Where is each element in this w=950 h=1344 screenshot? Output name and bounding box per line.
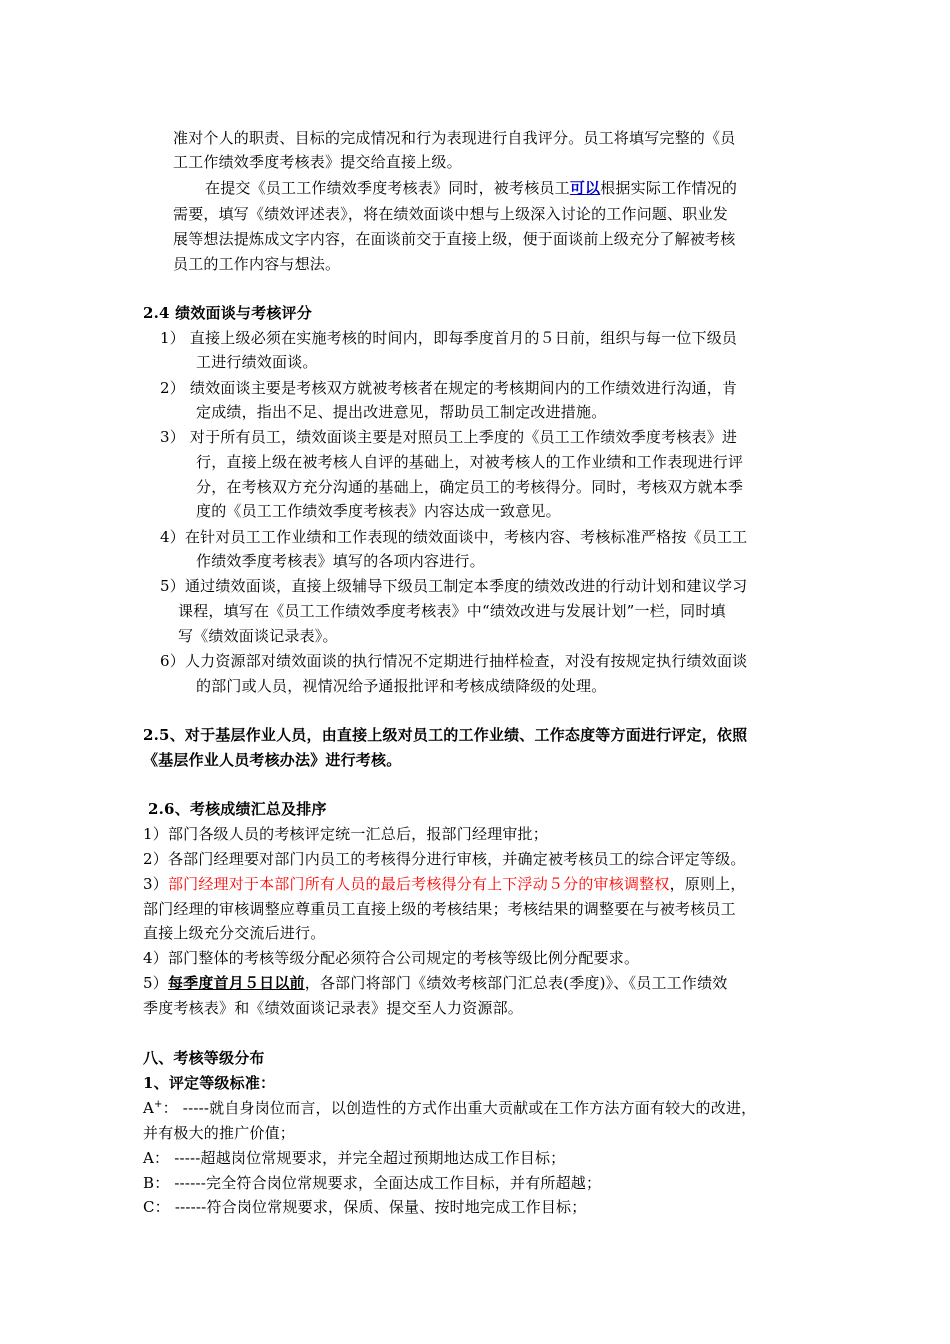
list-item-line: 写《绩效面谈记录表》。 bbox=[178, 627, 338, 645]
grade-line-cont: 并有极大的推广价值； bbox=[143, 1124, 296, 1142]
list-item-line: 直接上级充分交流后进行。 bbox=[143, 924, 326, 942]
grade-line-b: B： ------完全符合岗位常规要求，全面达成工作目标，并有所超越； bbox=[143, 1174, 602, 1192]
grade-text: ： -----就自身岗位而言，以创造性的方式作出重大贡献或在工作方法方面有较大的改进， bbox=[162, 1099, 757, 1117]
para-text: 在提交《员工工作绩效季度考核表》同时，被考核员工 bbox=[205, 179, 570, 197]
list-item-line: 6）人力资源部对绩效面谈的执行情况不定期进行抽样检查，对没有按规定执行绩效面谈 bbox=[160, 652, 748, 670]
list-item-line: 季度考核表》和《绩效面谈记录表》提交至人力资源部。 bbox=[143, 999, 524, 1017]
section-heading-2-5: 2.5、对于基层作业人员，由直接上级对员工的工作业绩、工作态度等方面进行评定，依照 bbox=[143, 726, 748, 744]
section-heading-2-4: 2.4 绩效面谈与考核评分 bbox=[143, 304, 312, 322]
grade-superscript: + bbox=[154, 1099, 163, 1110]
para-line: 工工作绩效季度考核表》提交给直接上级。 bbox=[173, 153, 462, 171]
grade-line-a: A： -----超越岗位常规要求，并完全超过预期地达成工作目标； bbox=[143, 1149, 566, 1167]
para-line: 员工的工作内容与想法。 bbox=[173, 255, 341, 273]
section-heading-8: 八、考核等级分布 bbox=[143, 1049, 265, 1067]
list-item-line: 作绩效季度考核表》填写的各项内容进行。 bbox=[196, 552, 485, 570]
list-text: ，原则上， bbox=[669, 875, 746, 893]
list-item-line: 的部门或人员，视情况给予通报批评和考核成绩降级的处理。 bbox=[196, 677, 607, 695]
list-item-line: 3） 对于所有员工，绩效面谈主要是对照员工上季度的《员工工作绩效季度考核表》进 bbox=[160, 428, 738, 446]
list-item-line: 4）在针对员工工作业绩和工作表现的绩效面谈中，考核内容、考核标准严格按《员工工 bbox=[160, 528, 748, 546]
list-item-line: 1）部门各级人员的考核评定统一汇总后，报部门经理审批； bbox=[143, 825, 548, 843]
para-line: 准对个人的职责、目标的完成情况和行为表现进行自我评分。员工将填写完整的《员 bbox=[173, 129, 736, 147]
list-item-line: 4）部门整体的考核等级分配必须符合公司规定的考核等级比例分配要求。 bbox=[143, 949, 640, 967]
section-heading-2-6: 2.6、考核成绩汇总及排序 bbox=[148, 800, 327, 818]
list-item-line: 5）通过绩效面谈，直接上级辅导下级员工制定本季度的绩效改进的行动计划和建议学习 bbox=[160, 577, 748, 595]
para-line: 展等想法提炼成文字内容，在面谈前交于直接上级，便于面谈前上级充分了解被考核 bbox=[173, 230, 736, 248]
section-heading-2-5-cont: 《基层作业人员考核办法》进行考核。 bbox=[143, 751, 402, 769]
list-item-line bbox=[143, 971, 727, 995]
list-item-line: 分，在考核双方充分沟通的基础上，确定员工的考核得分。同时，考核双方就本季 bbox=[196, 478, 744, 496]
list-text: ，各部门将部门《绩效考核部门汇总表(季度)》、《员工工作绩效 bbox=[304, 974, 728, 992]
para-text: 根据实际工作情况的 bbox=[600, 179, 738, 197]
grade-line-aplus bbox=[143, 1096, 756, 1120]
highlighted-text-red: 部门经理对于本部门所有人员的最后考核得分有上下浮动５分的审核调整权 bbox=[167, 875, 670, 893]
list-item-line: 工进行绩效面谈。 bbox=[196, 353, 318, 371]
list-item-line: 课程，填写在《员工工作绩效季度考核表》中“绩效改进与发展计划”一栏，同时填 bbox=[178, 602, 726, 620]
list-item-line: 1） 直接上级必须在实施考核的时间内，即每季度首月的５日前，组织与每一位下级员 bbox=[160, 329, 738, 347]
list-number: 5） bbox=[143, 974, 168, 992]
list-item-line: 定成绩，指出不足、提出改进意见，帮助员工制定改进措施。 bbox=[196, 403, 607, 421]
list-item-line: 行，直接上级在被考核人自评的基础上，对被考核人的工作业绩和工作表现进行评 bbox=[196, 453, 744, 471]
list-item-line: 度的《员工工作绩效季度考核表》内容达成一致意见。 bbox=[196, 502, 561, 520]
underlined-deadline: 每季度首月５日以前 bbox=[167, 974, 305, 992]
para-line: 需要，填写《绩效评述表》，将在绩效面谈中想与上级深入讨论的工作问题、职业发 bbox=[173, 205, 728, 223]
grade-letter: A bbox=[143, 1099, 155, 1117]
list-item-line: 2）各部门经理要对部门内员工的考核得分进行审核，并确定被考核员工的综合评定等级。 bbox=[143, 850, 746, 868]
list-item-line bbox=[143, 872, 746, 896]
list-item-line: 部门经理的审核调整应尊重员工直接上级的考核结果；考核结果的调整要在与被考核员工 bbox=[143, 900, 736, 918]
list-item-line: 2） 绩效面谈主要是考核双方就被考核者在规定的考核期间内的工作绩效进行沟通，肯 bbox=[160, 379, 738, 397]
hyperlink-keyi[interactable]: 可以 bbox=[569, 179, 601, 197]
para-line bbox=[205, 176, 737, 200]
list-number: 3） bbox=[143, 875, 168, 893]
grade-line-c: C： ------符合岗位常规要求，保质、保量、按时地完成工作目标； bbox=[143, 1198, 587, 1216]
subsection-heading: 1、评定等级标准： bbox=[143, 1074, 276, 1092]
